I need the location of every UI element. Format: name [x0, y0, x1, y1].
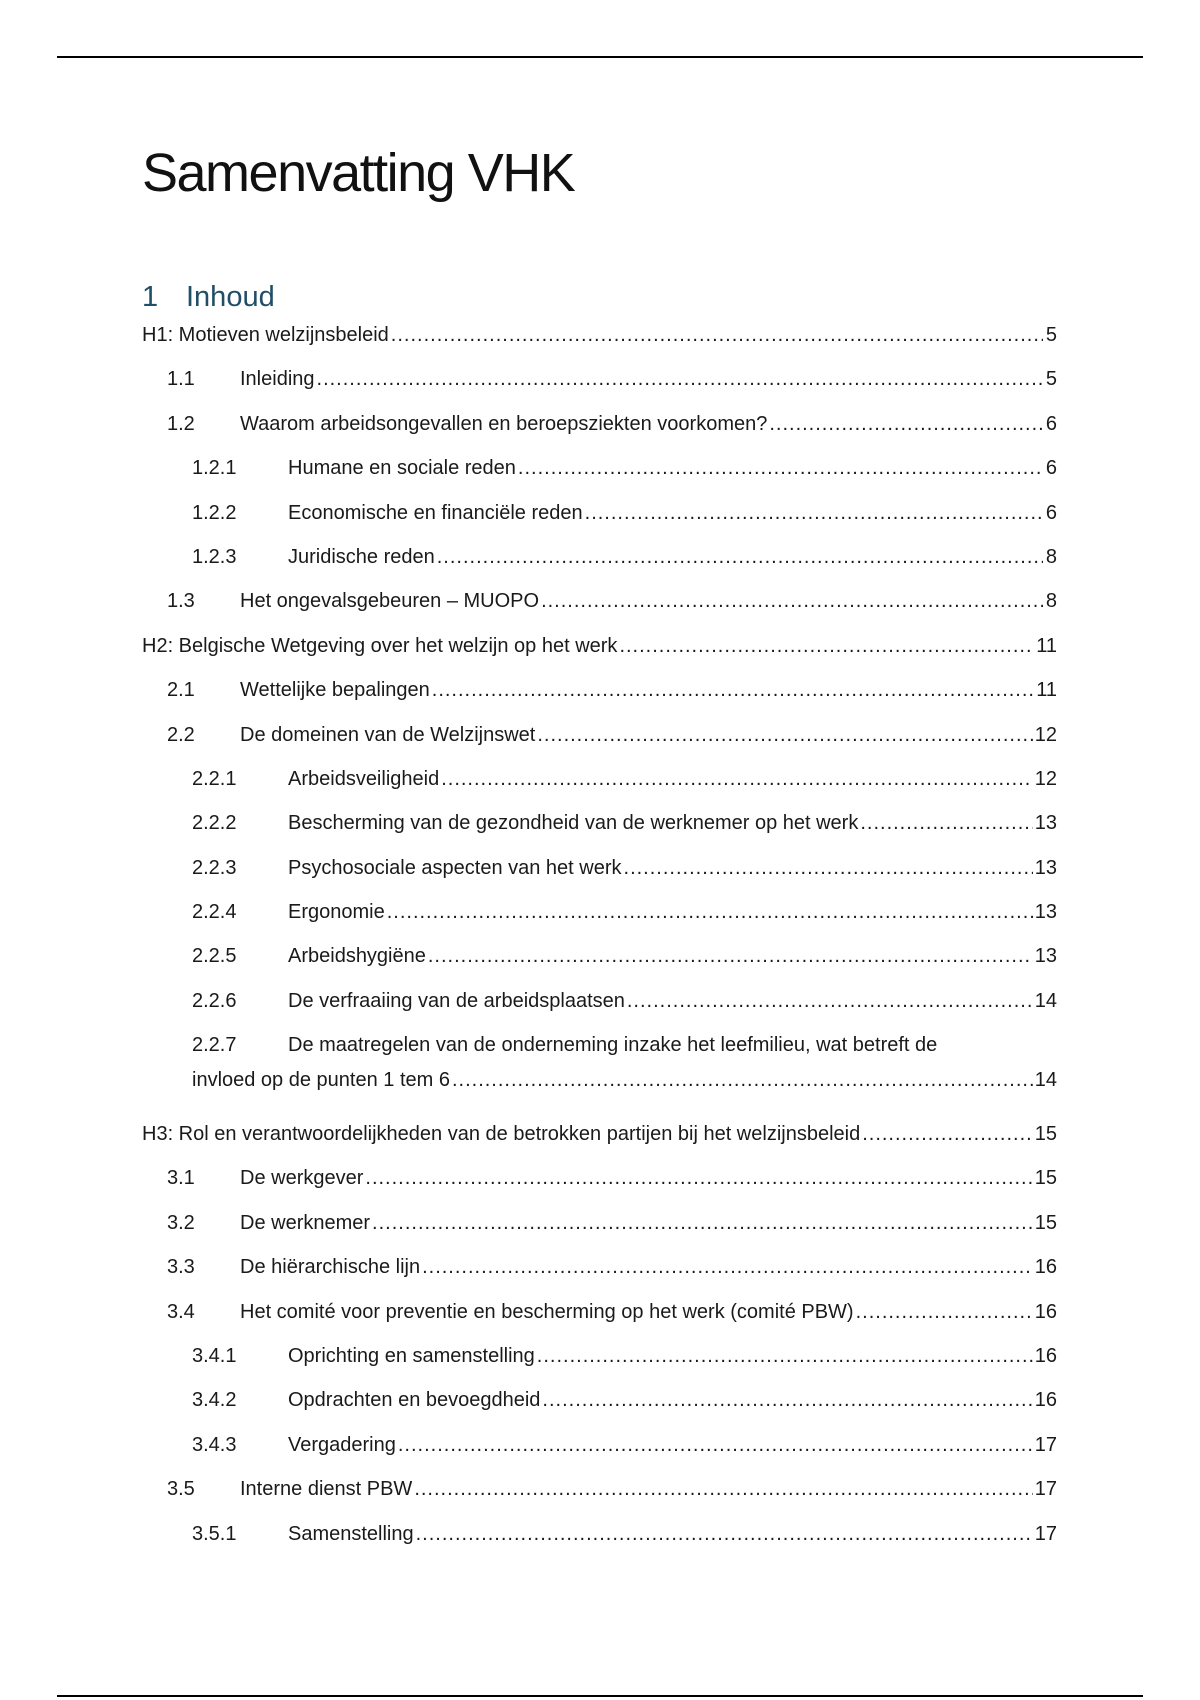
- toc-entry-title: Arbeidsveiligheid: [288, 767, 440, 790]
- toc-entry-number: 3.4.2: [192, 1389, 237, 1412]
- toc-entry[interactable]: [142, 319, 1057, 363]
- toc-entry-title: Interne dienst PBW: [240, 1478, 413, 1501]
- toc-dot-leader: [624, 852, 1033, 884]
- toc-entry-line: [192, 1064, 1057, 1096]
- toc-entry-page: 11: [1036, 634, 1057, 657]
- toc-heading: [142, 283, 275, 312]
- toc-dot-leader: [862, 1118, 1033, 1150]
- toc-entry-page: 14: [1034, 1069, 1057, 1092]
- toc-entry-number: 3.5: [167, 1478, 195, 1501]
- toc-entry[interactable]: [142, 497, 1057, 541]
- toc-entry[interactable]: [142, 1029, 1057, 1118]
- footer-rule: [57, 1695, 1143, 1697]
- toc-entry-number: 2.2.4: [192, 901, 237, 924]
- toc-entry-title: De domeinen van de Welzijnswet: [240, 723, 536, 746]
- toc-entry-page: 8: [1045, 545, 1057, 568]
- toc-entry-title: Het comité voor preventie en bescherming op het werk (comité PBW): [240, 1300, 854, 1323]
- toc-entry[interactable]: [142, 1162, 1057, 1206]
- toc-dot-leader: [518, 452, 1043, 484]
- toc-entry-title: De werknemer: [240, 1211, 371, 1234]
- toc-dot-leader: [416, 1518, 1033, 1550]
- toc-entry[interactable]: [142, 585, 1057, 629]
- toc-entry-title: Wettelijke bepalingen: [240, 679, 430, 702]
- toc-entry[interactable]: [142, 719, 1057, 763]
- toc-entry-number: 1.2: [167, 412, 195, 435]
- toc-entry-title: Juridische reden: [288, 545, 435, 568]
- toc-entry-page: 16: [1034, 1256, 1057, 1279]
- toc-entry-page: 15: [1034, 1167, 1057, 1190]
- toc-dot-leader: [398, 1429, 1033, 1461]
- toc-entry-title: Humane en sociale reden: [288, 457, 516, 480]
- toc-entry-number: 1.1: [167, 368, 195, 391]
- toc-entry-number: 2.2: [167, 723, 195, 746]
- toc-entry-number: 3.1: [167, 1167, 195, 1190]
- toc-entry-page: 16: [1034, 1300, 1057, 1323]
- toc-dot-leader: [387, 896, 1033, 928]
- toc-entry-number: 2.2.6: [192, 989, 237, 1012]
- toc-entry-number: 1.2.3: [192, 545, 237, 568]
- toc-entry-number: 2.1: [167, 679, 195, 702]
- toc-entry[interactable]: [142, 852, 1057, 896]
- toc-entry[interactable]: [142, 1340, 1057, 1384]
- toc-entry[interactable]: [142, 985, 1057, 1029]
- toc-entry-title: Inleiding: [240, 368, 315, 391]
- toc-dot-leader: [365, 1162, 1032, 1194]
- toc-entry-number: 3.5.1: [192, 1522, 237, 1545]
- toc-dot-leader: [441, 763, 1033, 795]
- toc-entry[interactable]: [142, 763, 1057, 807]
- toc-entry-line: [142, 1029, 1057, 1064]
- toc-entry-title: De hiërarchische lijn: [240, 1256, 421, 1279]
- toc-entry-page: 6: [1045, 412, 1057, 435]
- toc-dot-leader: [856, 1296, 1033, 1328]
- toc-entry-page: 15: [1034, 1123, 1057, 1146]
- toc-entry-page: 17: [1034, 1522, 1057, 1545]
- toc-entry[interactable]: [142, 674, 1057, 718]
- toc-entry-title: H1: Motieven welzijnsbeleid: [142, 324, 389, 346]
- toc-entry-title: Ergonomie: [288, 901, 385, 924]
- toc-entry-title: Oprichting en samenstelling: [288, 1345, 535, 1367]
- toc-dot-leader: [585, 497, 1043, 529]
- toc-entry[interactable]: [142, 408, 1057, 452]
- toc-entry-number: 3.4.3: [192, 1433, 237, 1456]
- toc-entry[interactable]: [142, 1118, 1057, 1162]
- toc-dot-leader: [432, 674, 1034, 706]
- toc-entry-title: H3: Rol en verantwoordelijkheden van de betrokken partijen bij het welzijnsbeleid: [142, 1123, 861, 1146]
- toc-entry-number: 2.2.2: [192, 812, 237, 835]
- toc-entry-page: 14: [1034, 989, 1057, 1012]
- toc-dot-leader: [537, 719, 1032, 751]
- toc-dot-leader: [541, 585, 1043, 617]
- toc-heading-label: Inhoud: [186, 281, 275, 313]
- toc-entry-title: De maatregelen van de onderneming inzake het leefmilieu, wat betreft de: [288, 1034, 938, 1057]
- toc-entry-title: Het ongevalsgebeuren – MUOPO: [240, 590, 540, 613]
- toc-entry[interactable]: [142, 1207, 1057, 1251]
- toc-entry[interactable]: [142, 1473, 1057, 1517]
- toc-entry-number: 2.2.3: [192, 856, 237, 879]
- toc-entry-page: 12: [1034, 767, 1057, 790]
- toc-entry-page: 6: [1045, 501, 1057, 524]
- toc-entry-page: 11: [1036, 679, 1057, 702]
- toc-dot-leader: [619, 630, 1034, 662]
- toc-dot-leader: [437, 541, 1043, 573]
- toc-dot-leader: [860, 807, 1032, 839]
- toc-entry[interactable]: [142, 1296, 1057, 1340]
- toc-entry[interactable]: [142, 1251, 1057, 1295]
- toc-dot-leader: [769, 408, 1043, 440]
- toc-dot-leader: [372, 1207, 1033, 1239]
- toc-entry-page: 17: [1034, 1478, 1057, 1501]
- toc-heading-number: 1: [142, 281, 159, 313]
- toc-dot-leader: [627, 985, 1033, 1017]
- toc-dot-leader: [391, 319, 1043, 351]
- toc-entry-number: 3.3: [167, 1256, 195, 1279]
- toc-dot-leader: [422, 1251, 1033, 1283]
- toc-entry-title: Psychosociale aspecten van het werk: [288, 856, 622, 879]
- toc-entry-page: 8: [1045, 590, 1057, 613]
- document-title: Samenvatting VHK: [142, 143, 575, 203]
- toc-entry-page: 5: [1045, 368, 1057, 391]
- toc-entry-number: 2.2.1: [192, 767, 237, 790]
- toc-entry-title: Samenstelling: [288, 1522, 414, 1545]
- toc-entry[interactable]: [142, 452, 1057, 496]
- toc-entry-page: 16: [1034, 1389, 1057, 1412]
- toc-dot-leader: [317, 363, 1043, 395]
- toc-entry[interactable]: [142, 1429, 1057, 1473]
- toc-entry[interactable]: [142, 896, 1057, 940]
- toc-entry-title: Opdrachten en bevoegdheid: [288, 1389, 541, 1412]
- toc-entry-number: 3.2: [167, 1211, 195, 1234]
- toc-dot-leader: [542, 1384, 1032, 1416]
- header-rule: [57, 56, 1143, 58]
- toc-entry-title: Bescherming van de gezondheid van de werknemer op het werk: [288, 812, 859, 835]
- toc-entry-number: 1.3: [167, 590, 195, 613]
- toc-entry-title-continued: invloed op de punten 1 tem 6: [192, 1069, 450, 1092]
- toc-entry-page: 13: [1034, 901, 1057, 924]
- toc-dot-leader: [452, 1064, 1033, 1096]
- toc-entry-title: Economische en financiële reden: [288, 501, 583, 524]
- toc-entry-number: 3.4.1: [192, 1345, 237, 1367]
- toc-dot-leader: [428, 940, 1033, 972]
- toc-entry[interactable]: [142, 807, 1057, 851]
- toc-entry-page: 13: [1034, 812, 1057, 835]
- toc-entry-page: 13: [1034, 856, 1057, 879]
- toc-entry[interactable]: [142, 541, 1057, 585]
- toc-entry-title: Waarom arbeidsongevallen en beroepsziekten voorkomen?: [240, 412, 768, 435]
- toc-entry[interactable]: [142, 940, 1057, 984]
- table-of-contents: [142, 319, 1057, 1562]
- toc-entry-page: 15: [1034, 1211, 1057, 1234]
- toc-entry-number: 1.2.2: [192, 501, 237, 524]
- toc-dot-leader: [537, 1340, 1033, 1372]
- toc-entry-number: 2.2.7: [192, 1034, 237, 1057]
- toc-entry-page: 6: [1045, 457, 1057, 480]
- toc-entry-number: 3.4: [167, 1300, 195, 1323]
- toc-entry-page: 5: [1045, 324, 1057, 346]
- toc-entry[interactable]: [142, 630, 1057, 674]
- toc-entry-number: 2.2.5: [192, 945, 237, 968]
- toc-dot-leader: [414, 1473, 1032, 1505]
- toc-entry-number: 1.2.1: [192, 457, 237, 480]
- toc-entry-title: Vergadering: [288, 1433, 396, 1456]
- toc-entry-title: H2: Belgische Wetgeving over het welzijn op het werk: [142, 634, 618, 657]
- toc-entry[interactable]: [142, 363, 1057, 407]
- toc-entry-title: De verfraaiing van de arbeidsplaatsen: [288, 989, 625, 1012]
- toc-entry-title: Arbeidshygiëne: [288, 945, 426, 968]
- toc-entry-page: 17: [1034, 1433, 1057, 1456]
- toc-entry-page: 16: [1034, 1345, 1057, 1367]
- toc-entry[interactable]: [142, 1384, 1057, 1428]
- toc-entry[interactable]: [142, 1518, 1057, 1562]
- toc-entry-page: 12: [1034, 723, 1057, 746]
- toc-entry-page: 13: [1034, 945, 1057, 968]
- toc-entry-title: De werkgever: [240, 1167, 364, 1190]
